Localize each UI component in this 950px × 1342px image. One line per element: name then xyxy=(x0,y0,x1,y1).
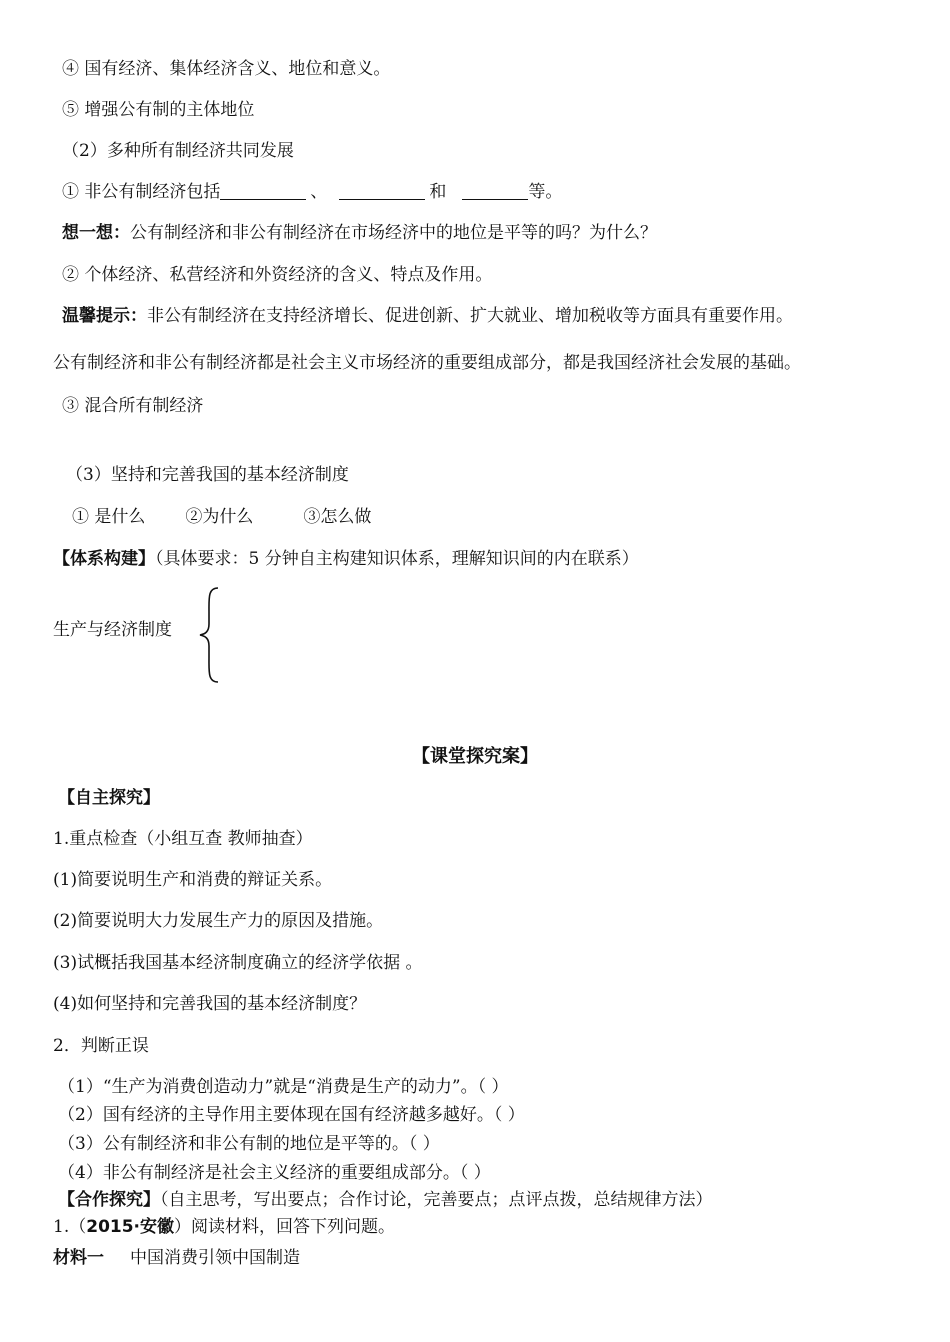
section-title-classroom-inquiry: 【课堂探究案】 xyxy=(412,746,538,767)
source-2015-anhui: 2015·安徽 xyxy=(86,1217,175,1237)
item-5-strengthen-public-ownership: ⑤ 增强公有制的主体地位 xyxy=(62,100,255,120)
think-about-it xyxy=(62,222,657,244)
cooperative-inquiry xyxy=(58,1189,713,1211)
how-item: ③怎么做 xyxy=(303,507,372,527)
think-label: 想一想： xyxy=(62,223,130,243)
cooperative-inquiry-label: 【合作探究】 xyxy=(58,1190,160,1210)
text-segment: 1.（ xyxy=(53,1217,87,1237)
fill-in-blank-1[interactable] xyxy=(220,183,306,200)
cooperative-inquiry-text: （自主思考，写出要点；合作讨论，完善要点；点评点拨，总结规律方法） xyxy=(160,1190,713,1210)
question-1-3: (3)试概括我国基本经济制度确立的经济学依据 。 xyxy=(53,953,423,973)
item-3-mixed-ownership: ③ 混合所有制经济 xyxy=(62,396,204,416)
what-item: ① 是什么 xyxy=(72,507,146,527)
curly-brace-icon xyxy=(196,586,226,684)
item-2-private-economy: ② 个体经济、私营经济和外资经济的含义、特点及作用。 xyxy=(62,265,493,285)
question-1-key-check: 1.重点检查（小组互查 教师抽查） xyxy=(53,829,313,849)
material-one-label: 材料一 xyxy=(53,1248,104,1268)
system-construction xyxy=(53,548,639,570)
judge-item-1: （1）“生产为消费创造动力”就是“消费是生产的动力”。（ ） xyxy=(58,1077,509,1097)
think-question: 公有制经济和非公有制经济在市场经济中的地位是平等的吗？为什么？ xyxy=(130,223,657,243)
question-1-1: (1)简要说明生产和消费的辩证关系。 xyxy=(53,870,333,890)
system-construction-requirement: （具体要求：5 分钟自主构建知识体系，理解知识间的内在联系） xyxy=(155,549,639,569)
text-segment: 等。 xyxy=(528,182,563,202)
item-4-state-collective-economy: ④ 国有经济、集体经济含义、地位和意义。 xyxy=(62,59,391,79)
judge-item-2: （2）国有经济的主导作用主要体现在国有经济越多越好。（ ） xyxy=(58,1105,525,1125)
fill-in-blank-2[interactable] xyxy=(339,183,425,200)
judge-item-4: （4）非公有制经济是社会主义经济的重要组成部分。（ ） xyxy=(58,1163,491,1183)
subheading-2-multiple-ownership: （2）多种所有制经济共同发展 xyxy=(62,141,294,161)
problem-1-intro xyxy=(53,1216,395,1238)
question-1-4: (4)如何坚持和完善我国的基本经济制度？ xyxy=(53,994,367,1014)
fill-in-blank-3[interactable] xyxy=(462,183,528,200)
brace-label: 生产与经济制度 xyxy=(53,620,172,640)
material-one xyxy=(53,1247,300,1269)
material-one-title: 中国消费引领中国制造 xyxy=(130,1248,300,1268)
system-construction-label: 【体系构建】 xyxy=(53,549,155,569)
warm-tip-label: 温馨提示： xyxy=(62,306,147,326)
warm-tip xyxy=(62,305,793,327)
subheading-3-basic-system: （3）坚持和完善我国的基本经济制度 xyxy=(66,465,349,485)
item-1-non-public-economy xyxy=(62,181,562,203)
why-item: ②为什么 xyxy=(185,507,254,527)
text-segment: 和 xyxy=(429,182,447,202)
warm-tip-text: 非公有制经济在支持经济增长、促进创新、扩大就业、增加税收等方面具有重要作用。 xyxy=(147,306,793,326)
question-2-true-false: 2．判断正误 xyxy=(53,1036,149,1056)
text-segment: ）阅读材料，回答下列问题。 xyxy=(174,1217,396,1237)
judge-item-3: （3）公有制经济和非公有制的地位是平等的。（ ） xyxy=(58,1134,440,1154)
question-1-2: (2)简要说明大力发展生产力的原因及措施。 xyxy=(53,911,384,931)
text-segment: ① 非公有制经济包括 xyxy=(62,182,221,202)
self-inquiry-heading: 【自主探究】 xyxy=(58,788,160,808)
what-why-how-row xyxy=(72,506,371,528)
paragraph-economic-foundation: 公有制经济和非公有制经济都是社会主义市场经济的重要组成部分，都是我国经济社会发展的基础。 xyxy=(53,353,801,373)
text-segment: 、 xyxy=(310,182,328,202)
